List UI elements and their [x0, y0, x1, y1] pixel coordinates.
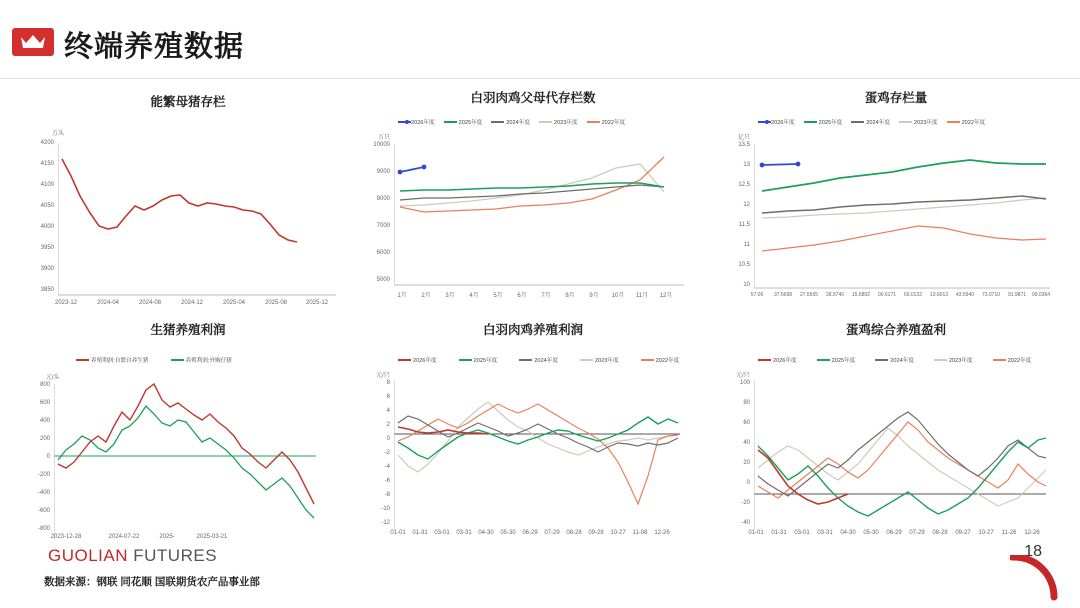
xtick: 10-27	[610, 530, 626, 536]
legend-item[interactable]: 2026年度	[758, 356, 797, 364]
xtick: 05-30	[863, 530, 879, 536]
ytick: 200	[39, 436, 50, 442]
chart-title-hog-margin: 生猪养殖利润	[150, 323, 226, 337]
xtick: 09-28	[588, 530, 604, 536]
legend-item[interactable]: 2022年度	[947, 118, 986, 126]
xtick: 05-30	[500, 530, 516, 536]
xtick: 07-29	[544, 530, 560, 536]
xtick: 10月	[611, 293, 625, 299]
ytick: -2	[384, 450, 390, 456]
xtick: 07-29	[909, 530, 925, 536]
ytick: 3900	[40, 266, 54, 272]
chart-title-layer-inventory: 蛋鸡存栏量	[864, 91, 928, 105]
ytick: 4	[386, 408, 390, 414]
xtick: 37.5698	[773, 292, 793, 298]
ytick: 2	[386, 422, 390, 428]
ytick: 13	[743, 162, 750, 168]
page-number: 18	[1024, 543, 1042, 560]
xtick: 2024-07-22	[108, 534, 140, 540]
xtick: 8月	[565, 293, 575, 299]
ytick: -400	[37, 490, 50, 496]
xtick: 69.0132	[903, 292, 923, 298]
ytick: -12	[381, 520, 390, 526]
axis-unit-broiler-margin: 元/只	[376, 373, 390, 379]
xtick: 03-01	[434, 530, 450, 536]
legend-item[interactable]: 养殖利润:外购仔猪	[171, 356, 232, 364]
xtick: 11-26	[1001, 530, 1017, 536]
chart-title-sow-inventory: 能繁母猪存栏	[150, 95, 226, 109]
xtick: 9月	[589, 293, 599, 299]
company-logo: GUOLIAN FUTURES	[48, 546, 218, 565]
legend-item[interactable]: 2023年度	[899, 118, 938, 126]
ytick: 800	[39, 382, 50, 388]
xtick: 1月	[397, 293, 407, 299]
ytick: 20	[743, 460, 750, 466]
xtick: 12月	[659, 293, 673, 299]
ytick: 400	[39, 418, 50, 424]
xtick: 10-27	[978, 530, 994, 536]
xtick: 12-26	[1024, 530, 1040, 536]
ytick: -40	[741, 520, 750, 526]
ytick: 5000	[376, 277, 390, 283]
ytick: 4150	[40, 161, 54, 167]
ytick: 11	[743, 242, 750, 248]
chart-panel-hog-margin	[28, 320, 348, 544]
xtick: 11月	[635, 293, 649, 299]
chart-legend-hog-margin	[76, 356, 232, 364]
ytick: 12.5	[738, 182, 750, 188]
xtick: 2023-12	[54, 300, 78, 306]
xtick: 09-27	[955, 530, 971, 536]
xtick: 28.5740	[825, 292, 845, 298]
xtick: 2024-04	[96, 300, 120, 306]
axis-unit-layer-profit: 元/只	[736, 373, 750, 379]
axis-unit-layer-inventory: 亿只	[738, 135, 751, 141]
legend-item[interactable]: 2023年度	[934, 356, 973, 364]
ytick: 0	[46, 454, 50, 460]
ytick: 10.5	[738, 262, 750, 268]
xtick: 2025-	[159, 534, 175, 540]
xtick: 13.6013	[929, 292, 949, 298]
ytick: 10000	[373, 142, 390, 148]
ytick: 3950	[40, 245, 54, 251]
ytick: 12	[743, 202, 750, 208]
xtick: 03-01	[794, 530, 810, 536]
xtick: 57.06	[750, 292, 764, 298]
ytick: 8	[386, 380, 390, 386]
ytick: 0	[386, 436, 390, 442]
xtick: 2025-08	[264, 300, 288, 306]
xtick: 08-28	[566, 530, 582, 536]
legend-item[interactable]: 2025年度	[817, 356, 856, 364]
xtick: 73.0710	[981, 292, 1001, 298]
ytick: 4000	[40, 224, 54, 230]
ytick: 600	[39, 400, 50, 406]
xtick: 12-26	[654, 530, 670, 536]
chart-canvas-hog-margin	[54, 380, 344, 570]
xtick: 11-08	[632, 530, 648, 536]
chart-legend-broiler-margin	[398, 356, 679, 364]
legend-item[interactable]: 2025年度	[444, 118, 483, 126]
chart-panel-layer-inventory	[728, 88, 1064, 312]
ytick: 4100	[40, 182, 54, 188]
xtick: 01-01	[390, 530, 406, 536]
xtick: 06-29	[522, 530, 538, 536]
xtick: 15.6802	[851, 292, 871, 298]
ytick: 3850	[40, 287, 54, 293]
ytick: 100	[739, 380, 750, 386]
xtick: 01-31	[412, 530, 428, 536]
legend-item[interactable]: 2022年度	[993, 356, 1032, 364]
chart-panel-layer-profit	[728, 320, 1064, 550]
ytick: 9000	[376, 169, 390, 175]
axis-unit-broiler-parent: 万只	[378, 135, 391, 141]
legend-item[interactable]: 2026年度	[398, 118, 435, 126]
xtick: 27.5565	[799, 292, 819, 298]
xtick: 2025-03-21	[196, 534, 228, 540]
source-note: 数据来源：钢联 同花顺 国联期货农产品事业部	[44, 576, 260, 588]
ytick: -6	[384, 478, 390, 484]
xtick: 08-28	[932, 530, 948, 536]
chart-title-layer-profit: 蛋鸡综合养殖盈利	[845, 323, 946, 337]
xtick: 3月	[445, 293, 455, 299]
page-header	[0, 0, 1080, 78]
chart-title-broiler-parent: 白羽肉鸡父母代存栏数	[470, 91, 596, 105]
xtick: 5月	[493, 293, 503, 299]
xtick: 01-31	[771, 530, 787, 536]
ytick: -8	[384, 492, 390, 498]
ytick: -20	[741, 500, 750, 506]
ytick: 4200	[40, 140, 54, 146]
xtick: 2025-12	[305, 300, 329, 306]
xtick: 06-29	[886, 530, 902, 536]
ytick: -600	[37, 508, 50, 514]
xtick: 2月	[421, 293, 431, 299]
ytick: 80	[743, 400, 750, 406]
xtick: 99.0364	[1031, 292, 1051, 298]
ytick: 10	[743, 282, 750, 288]
xtick: 01-01	[748, 530, 764, 536]
legend-item[interactable]: 2024年度	[491, 118, 530, 126]
xtick: 4月	[469, 293, 479, 299]
ytick: -200	[37, 472, 50, 478]
legend-item[interactable]: 2024年度	[851, 118, 890, 126]
chart-canvas-sow-inventory	[58, 138, 348, 323]
ytick: 6000	[376, 250, 390, 256]
legend-item[interactable]: 2026年度	[758, 118, 795, 126]
xtick: 2024-12	[180, 300, 204, 306]
legend-item[interactable]: 2023年度	[539, 118, 578, 126]
xtick: 00.6171	[877, 292, 897, 298]
legend-item[interactable]: 2025年度	[804, 118, 843, 126]
xtick: 2025-04	[222, 300, 246, 306]
xtick: 91.9871	[1007, 292, 1027, 298]
legend-item[interactable]: 2023年度	[580, 356, 619, 364]
chart-panel-sow-inventory	[28, 92, 348, 312]
legend-item[interactable]: 2026年度	[398, 356, 437, 364]
ytick: 13.5	[738, 142, 750, 148]
axis-unit-sow: 万头	[52, 131, 65, 137]
chart-legend-layer-inventory	[758, 118, 985, 126]
chart-title-broiler-margin: 白羽肉鸡养殖利润	[482, 323, 583, 337]
ytick: -800	[37, 526, 50, 532]
crown-icon	[12, 28, 54, 56]
legend-item[interactable]: 2022年度	[587, 118, 626, 126]
legend-item[interactable]: 2024年度	[875, 356, 914, 364]
xtick: 2024-08	[138, 300, 162, 306]
legend-item[interactable]: 养殖利润:自繁自养生猪	[76, 356, 149, 364]
decorative-swoosh	[1010, 555, 1066, 601]
chart-panel-broiler-parent-stock	[368, 88, 698, 312]
chart-panel-broiler-margin	[368, 320, 698, 550]
ytick: 8000	[376, 196, 390, 202]
xtick: 6月	[517, 293, 527, 299]
xtick: 43.5940	[955, 292, 975, 298]
chart-legend-broiler-parent	[398, 118, 625, 126]
axis-unit-hog-margin: 元/头	[46, 375, 60, 381]
header-divider	[0, 78, 1080, 79]
legend-item[interactable]: 2024年度	[519, 356, 558, 364]
ytick: 7000	[376, 223, 390, 229]
xtick: 03-31	[817, 530, 833, 536]
page-title: 终端养殖数据	[64, 31, 245, 63]
legend-item[interactable]: 2022年度	[641, 356, 680, 364]
chart-legend-layer-profit	[758, 356, 1031, 364]
ytick: -4	[384, 464, 390, 470]
xtick: 04-30	[478, 530, 494, 536]
ytick: 6	[386, 394, 390, 400]
ytick: 60	[743, 420, 750, 426]
ytick: 4050	[40, 203, 54, 209]
ytick: 40	[743, 440, 750, 446]
xtick: 2023-12-28	[50, 534, 82, 540]
xtick: 04-30	[840, 530, 856, 536]
ytick: 0	[746, 480, 750, 486]
xtick: 7月	[541, 293, 551, 299]
ytick: -10	[381, 506, 390, 512]
ytick: 11.5	[738, 222, 750, 228]
legend-item[interactable]: 2025年度	[459, 356, 498, 364]
xtick: 03-31	[456, 530, 472, 536]
